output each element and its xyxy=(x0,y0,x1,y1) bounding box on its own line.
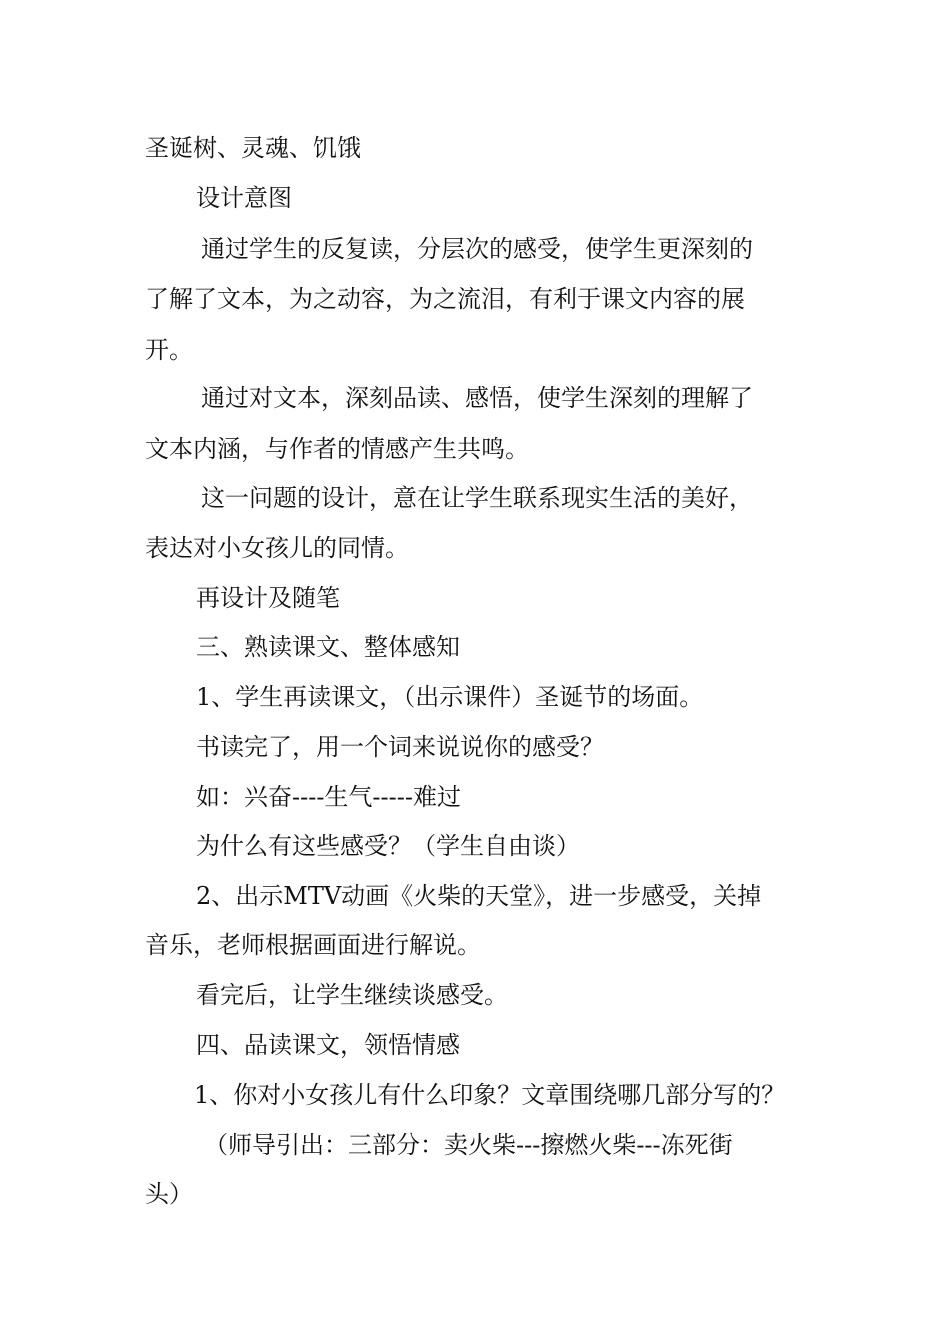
section-heading: 四、品读课文，领悟情感 xyxy=(196,1031,460,1059)
text-line: 1、你对小女孩儿有什么印象？文章围绕哪几部分写的？ xyxy=(194,1081,786,1109)
text-line: 通过对文本，深刻品读、感悟，使学生深刻的理解了 xyxy=(201,384,753,412)
section-heading: 设计意图 xyxy=(196,184,292,212)
section-heading: 三、熟读课文、整体感知 xyxy=(196,633,460,661)
text-line: 这一问题的设计，意在让学生联系现实生活的美好， xyxy=(201,484,753,512)
text-line: 为什么有这些感受？（学生自由谈） xyxy=(196,832,580,860)
text-line: 圣诞树、灵魂、饥饿 xyxy=(145,134,361,162)
text-line: 看完后，让学生继续谈感受。 xyxy=(196,981,508,1009)
text-line: 音乐，老师根据画面进行解说。 xyxy=(145,931,481,959)
text-line: 2、出示MTV动画《火柴的天堂》，进一步感受，关掉 xyxy=(196,882,762,910)
text-line: 表达对小女孩儿的同情。 xyxy=(145,534,409,562)
text-line: 了解了文本，为之动容，为之流泪，有利于课文内容的展 xyxy=(145,285,745,313)
text-line: 开。 xyxy=(145,336,193,364)
text-line: 书读完了，用一个词来说说你的感受？ xyxy=(196,733,604,761)
text-line: 如：兴奋----生气-----难过 xyxy=(196,783,461,811)
text-line: 1、学生再读课文，（出示课件）圣诞节的场面。 xyxy=(196,683,704,711)
text-line: （师导引出：三部分：卖火柴---擦燃火柴---冻死街 xyxy=(204,1131,733,1159)
text-line: 头） xyxy=(145,1180,193,1208)
text-line: 通过学生的反复读，分层次的感受，使学生更深刻的 xyxy=(201,235,753,263)
section-heading: 再设计及随笔 xyxy=(196,584,340,612)
text-line: 文本内涵，与作者的情感产生共鸣。 xyxy=(145,435,529,463)
